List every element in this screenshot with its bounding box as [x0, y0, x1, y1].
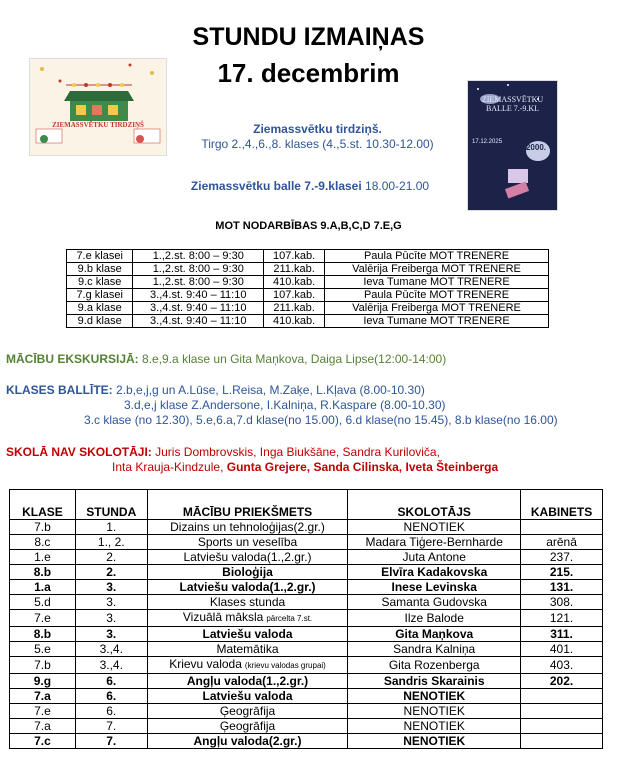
cell-klase: 8.b: [10, 627, 76, 642]
absent-text2-bold: Gunta Grejere, Sanda Cilinska, Iveta Šteinberga: [226, 460, 499, 474]
ballites-text1: 2.b,e,j,g un A.Lūse, L.Reisa, M.Zaķe, L.Kļava (8.00-10.30): [116, 383, 425, 397]
cell-subject: [147, 595, 348, 610]
subject-note: pārcelta 7.st.: [266, 614, 313, 623]
mot-row: [67, 250, 549, 263]
excursion-line: [6, 352, 606, 367]
cell-klase: 8.c: [10, 535, 76, 550]
cell-klase: 1.e: [10, 550, 76, 565]
cell-stunda: 3.: [75, 580, 147, 595]
mot-room: 211.kab.: [264, 302, 325, 315]
market-details: Tirgo 2.,4.,6.,8. klases (4.,5.st. 10.30-12.00): [201, 137, 434, 151]
cell-stunda: 6.: [75, 674, 147, 689]
cell-klase: 7.b: [10, 657, 76, 674]
table-row: [10, 520, 603, 535]
mot-trainer: Paula Pūcīte MOT TRENERE: [325, 250, 549, 263]
cell-stunda: 6.: [75, 704, 147, 719]
mot-row: [67, 289, 549, 302]
ballites-line3: 3.c klase (no 12.30), 5.e,6.a,7.d klase(no 15.00), 6.d klase(no 15.45), 8.b klase(no 16.00): [84, 413, 558, 427]
cell-subject: [147, 689, 348, 704]
cell-room: 311.: [521, 627, 603, 642]
ball-line: [150, 179, 470, 193]
mot-trainer: Ieva Tumane MOT TRENERE: [325, 276, 549, 289]
mot-time: 3.,4.st. 9:40 – 11:10: [133, 315, 264, 328]
cell-teacher: Sandris Skarainis: [348, 674, 521, 689]
mot-class: 9.d klase: [67, 315, 133, 328]
cell-room: [521, 704, 603, 719]
cell-klase: 7.c: [10, 734, 76, 749]
mot-row: [67, 302, 549, 315]
mot-room: 107.kab.: [264, 289, 325, 302]
cell-room: arēnā: [521, 535, 603, 550]
cell-room: 237.: [521, 550, 603, 565]
cell-klase: 7.b: [10, 520, 76, 535]
poster-right-year: 2000.: [525, 143, 547, 152]
ballites-line1: [6, 383, 611, 398]
cell-subject: [147, 642, 348, 657]
ball-title: Ziemassvētku balle 7.-9.klasei: [190, 179, 362, 193]
absent-label: SKOLĀ NAV SKOLOTĀJI:: [6, 445, 152, 459]
mot-trainer: Valērija Freiberga MOT TRENERE: [325, 263, 549, 276]
cell-stunda: 6.: [75, 689, 147, 704]
cell-stunda: 7.: [75, 734, 147, 749]
cell-subject: [147, 580, 348, 595]
cell-subject: [147, 610, 348, 627]
cell-subject: [147, 719, 348, 734]
cell-stunda: 3.: [75, 595, 147, 610]
cell-room: 308.: [521, 595, 603, 610]
cell-stunda: 1., 2.: [75, 535, 147, 550]
cell-teacher: NENOTIEK: [348, 734, 521, 749]
table-row: [10, 550, 603, 565]
mot-time: 3.,4.st. 9:40 – 11:10: [133, 302, 264, 315]
cell-room: 403.: [521, 657, 603, 674]
cell-subject: [147, 627, 348, 642]
mot-time: 3.,4.st. 9:40 – 11:10: [133, 289, 264, 302]
cell-teacher: Elvīra Kadakovska: [348, 565, 521, 580]
cell-teacher: Gita Rozenberga: [348, 657, 521, 674]
mot-row: [67, 315, 549, 328]
table-row: [10, 565, 603, 580]
mot-class: 7.g klasei: [67, 289, 133, 302]
table-row: [10, 610, 603, 627]
schedule-header-row: [10, 490, 603, 520]
mot-row: [67, 263, 549, 276]
mot-room: 410.kab.: [264, 276, 325, 289]
subject-name: Dizains un tehnoloģijas(2.gr.): [170, 520, 325, 534]
excursion-label: MĀCĪBU EKSKURSIJĀ:: [6, 352, 139, 366]
mot-class: 7.e klasei: [67, 250, 133, 263]
absent-line2: [112, 460, 612, 475]
christmas-market-poster: [29, 58, 167, 156]
ball-time: 18.00-21.00: [365, 179, 430, 193]
cell-room: 131.: [521, 580, 603, 595]
table-row: [10, 657, 603, 674]
mot-class: 9.c klase: [67, 276, 133, 289]
ballites-line2: 3.d,e,j klase Z.Andersone, I.Kalniņa, R.Kaspare (8.00-10.30): [124, 398, 446, 412]
cell-room: 121.: [521, 610, 603, 627]
page-title-line1: STUNDU IZMAIŅAS: [192, 23, 425, 51]
mot-table: [66, 249, 549, 328]
cell-teacher: Samanta Gudovska: [348, 595, 521, 610]
table-row: [10, 704, 603, 719]
poster-left-title: ZIEMASSVĒTKU TIRDZIŅŠ: [52, 121, 144, 129]
cell-stunda: 3.,4.: [75, 657, 147, 674]
col-header-teacher: SKOLOTĀJS: [348, 490, 521, 520]
mot-class: 9.a klase: [67, 302, 133, 315]
subject-name: Vizuālā māksla: [182, 610, 264, 624]
absent-line1: [6, 445, 606, 460]
table-row: [10, 719, 603, 734]
cell-teacher: Gita Maņkova: [348, 627, 521, 642]
cell-subject: [147, 734, 348, 749]
subject-name: Klases stunda: [209, 595, 286, 609]
schedule-table: [9, 489, 603, 749]
cell-klase: 5.e: [10, 642, 76, 657]
mot-trainer: Ieva Tumane MOT TRENERE: [325, 315, 549, 328]
subject-name: Krievu valoda: [169, 657, 242, 671]
cell-teacher: Sandra Kalniņa: [348, 642, 521, 657]
cell-teacher: NENOTIEK: [348, 704, 521, 719]
subject-name: Angļu valoda(1.,2.gr.): [186, 674, 309, 688]
christmas-ball-poster: [467, 80, 558, 211]
market-title: Ziemassvētku tirdziņš.: [253, 122, 382, 136]
cell-room: 215.: [521, 565, 603, 580]
cell-stunda: 3.,4.: [75, 642, 147, 657]
table-row: [10, 674, 603, 689]
subject-name: Angļu valoda(2.gr.): [193, 734, 302, 748]
subject-name: Latviešu valoda: [202, 627, 293, 641]
ballites-label: KLASES BALLĪTE:: [6, 383, 113, 397]
table-row: [10, 734, 603, 749]
subject-name: Sports un veselība: [197, 535, 298, 549]
mot-row: [67, 276, 549, 289]
mot-room: 107.kab.: [264, 250, 325, 263]
table-row: [10, 595, 603, 610]
cell-subject: [147, 657, 348, 674]
cell-room: [521, 734, 603, 749]
mot-trainer: Valērija Freiberga MOT TRENERE: [325, 302, 549, 315]
cell-teacher: Inese Levinska: [348, 580, 521, 595]
cell-room: 202.: [521, 674, 603, 689]
cell-stunda: 2.: [75, 565, 147, 580]
cell-stunda: 3.: [75, 610, 147, 627]
cell-stunda: 2.: [75, 550, 147, 565]
subject-name: Latviešu valoda: [202, 689, 293, 703]
col-header-room: KABINETS: [521, 490, 603, 520]
mot-heading: MOT NODARBĪBAS 9.A,B,C,D 7.E,G: [215, 220, 402, 232]
cell-subject: [147, 520, 348, 535]
cell-teacher: NENOTIEK: [348, 520, 521, 535]
mot-class: 9.b klase: [67, 263, 133, 276]
cell-klase: 7.a: [10, 719, 76, 734]
absent-text2: Inta Krauja-Kindzule,: [112, 460, 224, 474]
cell-klase: 8.b: [10, 565, 76, 580]
subject-name: Ģeogrāfija: [219, 704, 276, 718]
cell-subject: [147, 535, 348, 550]
cell-stunda: 7.: [75, 719, 147, 734]
cell-subject: [147, 550, 348, 565]
mot-time: 1.,2.st. 8:00 – 9:30: [133, 263, 264, 276]
cell-teacher: Juta Antone: [348, 550, 521, 565]
cell-klase: 7.a: [10, 689, 76, 704]
mot-time: 1.,2.st. 8:00 – 9:30: [133, 276, 264, 289]
cell-room: [521, 689, 603, 704]
cell-teacher: NENOTIEK: [348, 689, 521, 704]
subject-name: Latviešu valoda(1.,2.gr.): [183, 550, 312, 564]
table-row: [10, 580, 603, 595]
cell-teacher: Ilze Balode: [348, 610, 521, 627]
table-row: [10, 535, 603, 550]
subject-name: Ģeogrāfija: [219, 719, 276, 733]
cell-klase: 1.a: [10, 580, 76, 595]
cell-room: 401.: [521, 642, 603, 657]
subject-note: (krievu valodas grupai): [244, 661, 326, 670]
cell-subject: [147, 565, 348, 580]
col-header-stunda: STUNDA: [75, 490, 147, 520]
cell-subject: [147, 704, 348, 719]
christmas-market-illustration: [30, 59, 166, 155]
cell-room: [521, 719, 603, 734]
cell-klase: 7.e: [10, 610, 76, 627]
mot-trainer: Paula Pūcīte MOT TRENERE: [325, 289, 549, 302]
col-header-subject: MĀCĪBU PRIEKŠMETS: [147, 490, 348, 520]
cell-room: [521, 520, 603, 535]
subject-name: Matemātika: [216, 642, 279, 656]
table-row: [10, 642, 603, 657]
cell-stunda: 3.: [75, 627, 147, 642]
excursion-text: 8.e,9.a klase un Gita Maņkova, Daiga Lipse(12:00-14:00): [142, 352, 447, 366]
poster-right-date: 17.12.2025: [472, 139, 503, 145]
cell-stunda: 1.: [75, 520, 147, 535]
mot-room: 410.kab.: [264, 315, 325, 328]
cell-teacher: Madara Tiģere-Bernharde: [348, 535, 521, 550]
mot-time: 1.,2.st. 8:00 – 9:30: [133, 250, 264, 263]
cell-subject: [147, 674, 348, 689]
subject-name: Latviešu valoda(1.,2.gr.): [179, 580, 316, 594]
cell-klase: 9.g: [10, 674, 76, 689]
col-header-klase: KLASE: [10, 490, 76, 520]
absent-text1: Juris Dombrovskis, Inga Biukšāne, Sandra Kuriloviča,: [155, 445, 440, 459]
cell-klase: 7.e: [10, 704, 76, 719]
mot-room: 211.kab.: [264, 263, 325, 276]
subject-name: Bioloģija: [222, 565, 273, 579]
cell-klase: 5.d: [10, 595, 76, 610]
table-row: [10, 627, 603, 642]
table-row: [10, 689, 603, 704]
poster-right-title: ZIEMASSVĒTKU BALLE 7.-9.KL: [481, 95, 544, 113]
page-title-line2: 17. decembrim: [217, 58, 400, 88]
cell-teacher: NENOTIEK: [348, 719, 521, 734]
